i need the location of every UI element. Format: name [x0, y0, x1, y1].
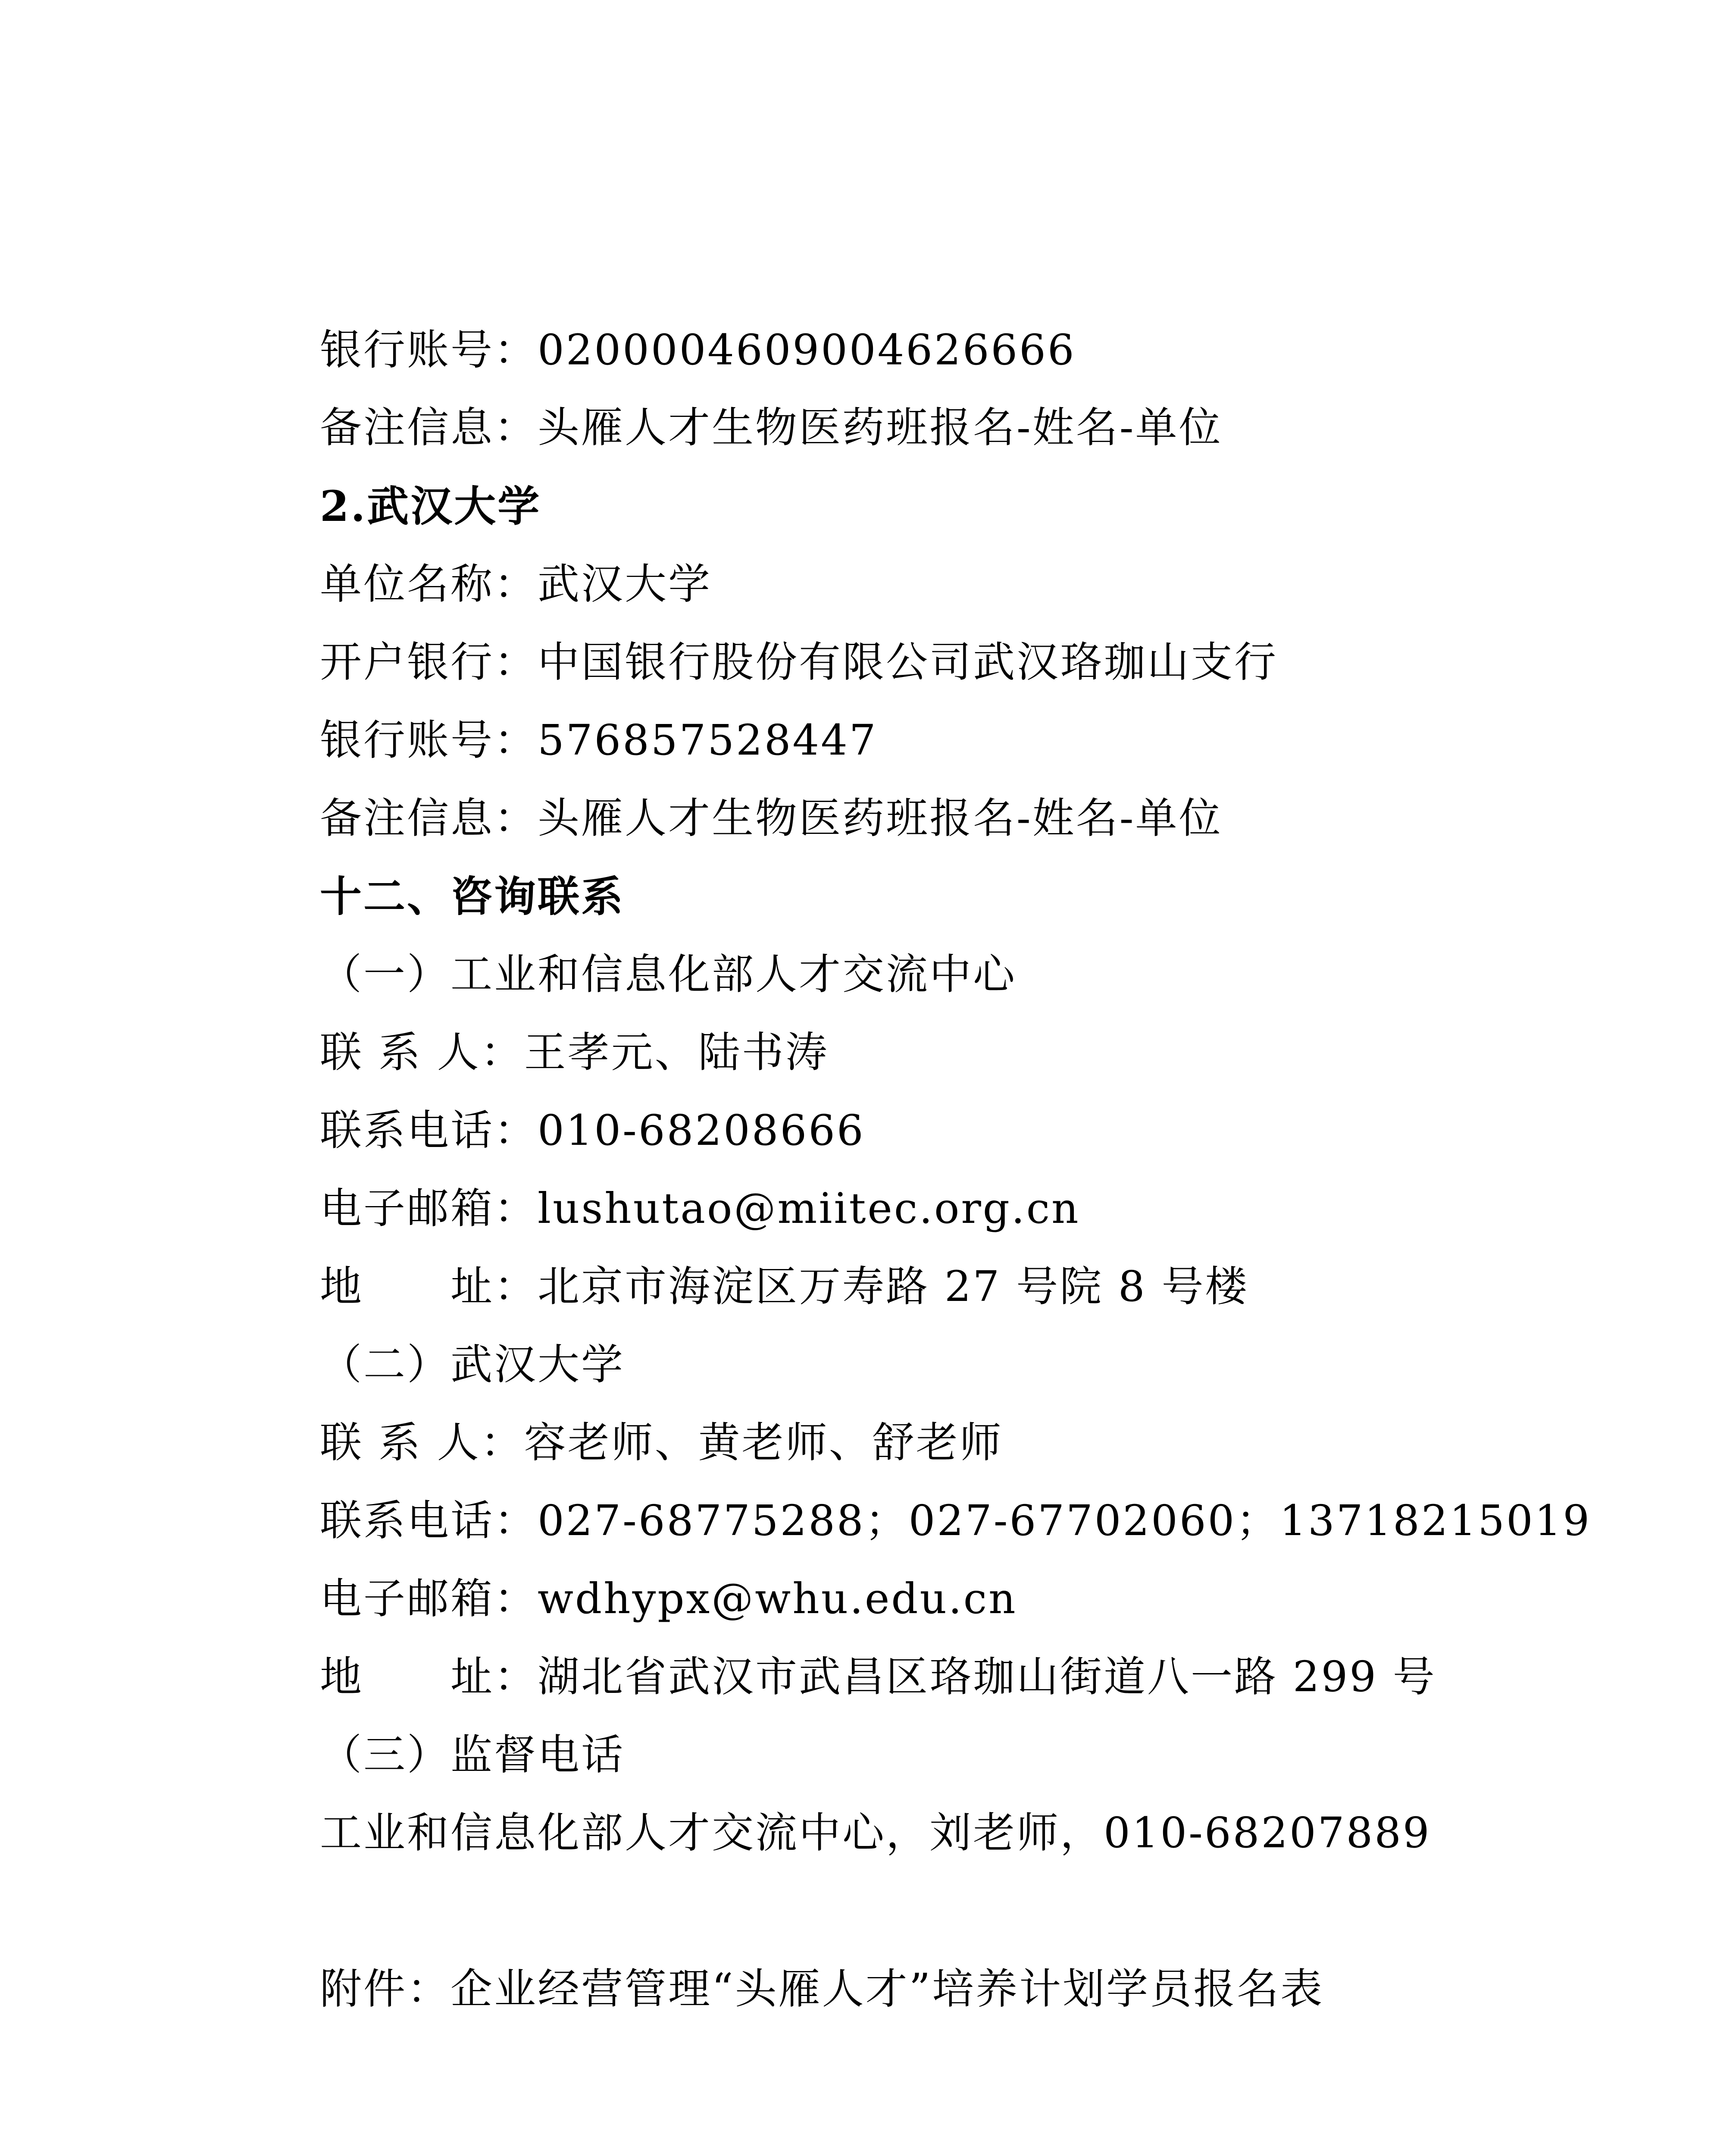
section1-email-line [320, 1178, 1080, 1239]
bank2-account-label: 银行账号： [320, 716, 538, 765]
bank1-note-label: 备注信息： [320, 403, 538, 452]
section1-person-label: 联 系 人： [320, 1028, 524, 1077]
bank1-note-value: 头雁人才生物医药班报名-姓名-单位 [538, 403, 1223, 452]
section2-email-label: 电子邮箱： [320, 1574, 538, 1623]
section2-email-value: wdhypx@whu.edu.cn [538, 1574, 1017, 1623]
bank2-bank-value: 中国银行股份有限公司武汉珞珈山支行 [538, 638, 1278, 686]
contact-heading: 十二、咨询联系 [320, 872, 625, 921]
bank1-account-value: 0200004609004626666 [538, 326, 1076, 374]
section2-address-value: 湖北省武汉市武昌区珞珈山街道八一路 299 号 [538, 1652, 1436, 1701]
bank2-unit-value: 武汉大学 [538, 560, 712, 608]
contact-section1-title: （一）工业和信息化部人才交流中心 [320, 950, 1017, 999]
bank2-heading: 2.武汉大学 [320, 482, 541, 531]
section2-address-line [320, 1647, 1436, 1707]
bank2-account-value: 576857528447 [538, 716, 878, 765]
section1-phone-line [320, 1100, 865, 1161]
section2-phone-value: 027-68775288；027-67702060；13718215019 [538, 1496, 1592, 1545]
section2-phone-label: 联系电话： [320, 1496, 538, 1545]
attachment-note: 附件：企业经营管理“头雁人才”培养计划学员报名表 [320, 1965, 1324, 2013]
bank2-account-line [320, 710, 878, 771]
section1-phone-value: 010-68208666 [538, 1106, 865, 1155]
bank2-unit-line [320, 554, 712, 614]
bank1-account-line [320, 320, 1076, 380]
contact-section3-title: （三）监督电话 [320, 1730, 625, 1779]
bank2-bank-label: 开户银行： [320, 638, 538, 686]
section1-person-line [320, 1022, 829, 1083]
bank2-note-value: 头雁人才生物医药班报名-姓名-单位 [538, 794, 1223, 843]
bank2-note-label: 备注信息： [320, 794, 538, 843]
section1-phone-label: 联系电话： [320, 1106, 538, 1155]
bank2-bank-line [320, 632, 1278, 693]
section1-address-line [320, 1257, 1248, 1317]
section2-email-line [320, 1569, 1017, 1629]
contact-section2-title: （二）武汉大学 [320, 1340, 625, 1389]
bank1-note-line [320, 398, 1223, 458]
section2-address-label: 地 址： [320, 1652, 538, 1701]
section2-person-line [320, 1413, 1003, 1473]
section3-text: 工业和信息化部人才交流中心，刘老师，010-68207889 [320, 1808, 1431, 1857]
section1-email-value: lushutao@miitec.org.cn [538, 1184, 1080, 1233]
section1-email-label: 电子邮箱： [320, 1184, 538, 1233]
bank2-unit-label: 单位名称： [320, 560, 538, 608]
bank2-note-line [320, 788, 1223, 849]
section1-person-value: 王孝元、陆书涛 [524, 1028, 829, 1077]
section1-address-label: 地 址： [320, 1262, 538, 1311]
bank1-account-label: 银行账号： [320, 326, 538, 374]
section2-person-value: 容老师、黄老师、舒老师 [524, 1418, 1003, 1467]
section2-phone-line [320, 1491, 1591, 1551]
section2-person-label: 联 系 人： [320, 1418, 524, 1467]
section1-address-value: 北京市海淀区万寿路 27 号院 8 号楼 [538, 1262, 1249, 1311]
